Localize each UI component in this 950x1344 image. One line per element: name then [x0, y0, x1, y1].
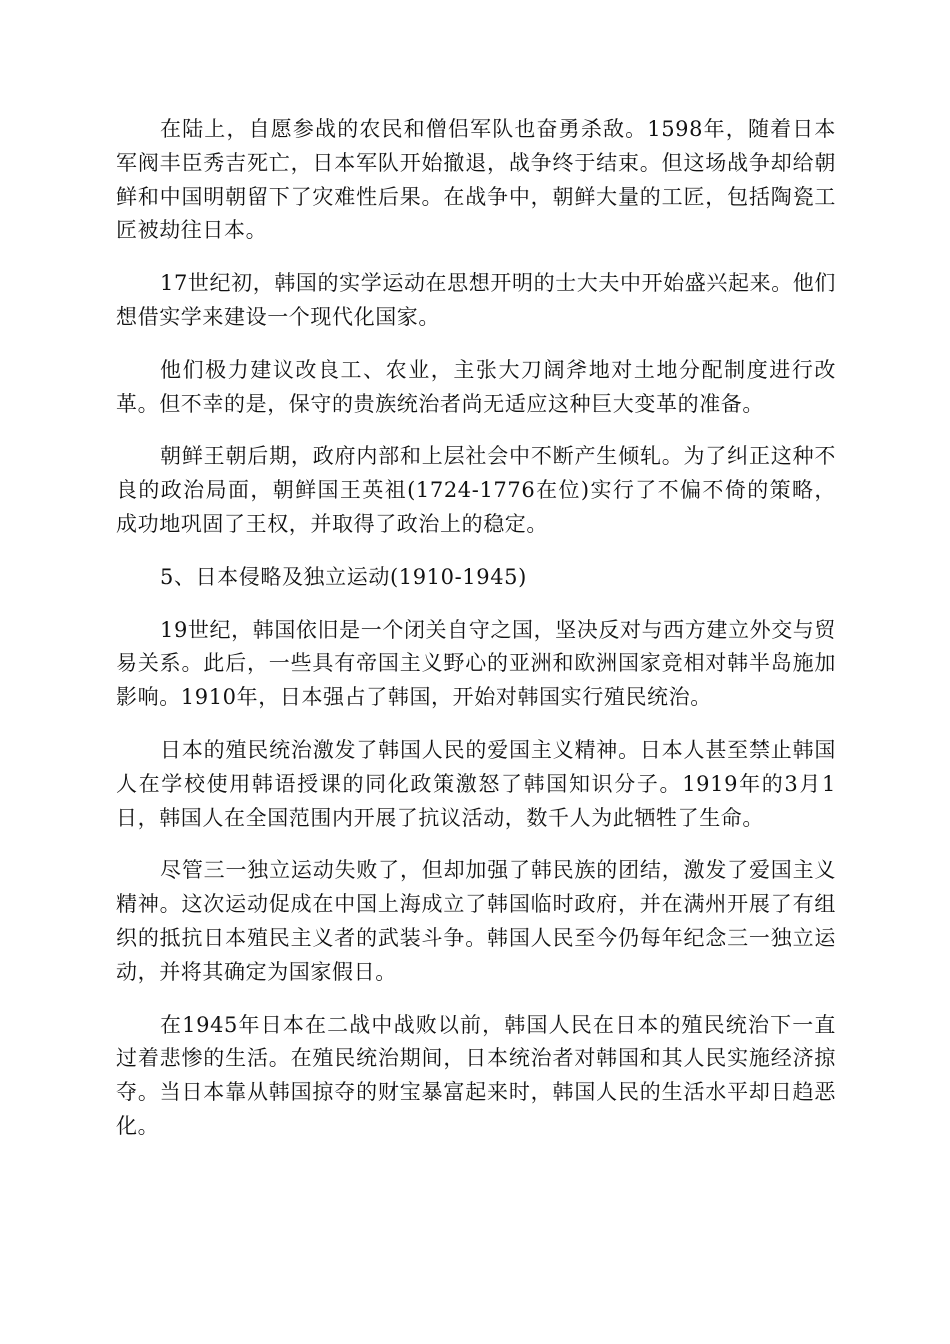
section-heading-japanese-invasion: 5、日本侵略及独立运动(1910-1945) [160, 564, 527, 589]
paragraph-king-yeongjo: 朝鲜王朝后期，政府内部和上层社会中不断产生倾轧。为了纠正这种不良的政治局面，朝鲜国王英祖(1724-1776在位)实行了不偏不倚的策略，成功地巩固了王权，并取得了政治上的稳定。 [116, 444, 836, 536]
document-body [116, 113, 836, 1163]
paragraph-independence-movement: 尽管三一独立运动失败了，但却加强了韩民族的团结，激发了爱国主义精神。这次运动促成在中国上海成立了韩国临时政府，并在满州开展了有组织的抵抗日本殖民主义者的武装斗争。韩国人民至今仍每年纪念三一独立运动，并将其确定为国家假日。 [116, 858, 836, 984]
paragraph-colonial-hardship: 在1945年日本在二战中战败以前，韩国人民在日本的殖民统治下一直过着悲惨的生活。在殖民统治期间，日本统治者对韩国和其人民实施经济掠夺。当日本靠从韩国掠夺的财宝暴富起来时，韩国人民的生活水平却日趋恶化。 [116, 1012, 836, 1138]
paragraph-imjin-war-end: 在陆上，自愿参战的农民和僧侣军队也奋勇杀敌。1598年，随着日本军阀丰臣秀吉死亡，日本军队开始撤退，战争终于结束。但这场战争却给朝鲜和中国明朝留下了灾难性后果。在战争中，朝鲜大量的工匠，包括陶瓷工匠被劫往日本。 [116, 117, 836, 243]
paragraph-19th-century-isolation: 19世纪，韩国依旧是一个闭关自守之国，坚决反对与西方建立外交与贸易关系。此后，一些具有帝国主义野心的亚洲和欧洲国家竞相对韩半岛施加影响。1910年，日本强占了韩国，开始对韩国实行殖民统治。 [116, 617, 836, 710]
paragraph-march-first: 日本的殖民统治激发了韩国人民的爱国主义精神。日本人甚至禁止韩国人在学校使用韩语授课的同化政策激怒了韩国知识分子。1919年的3月1日，韩国人在全国范围内开展了抗议活动，数千人为此牺牲了生命。 [116, 737, 836, 830]
paragraph-silhak-movement: 17世纪初，韩国的实学运动在思想开明的士大夫中开始盛兴起来。他们想借实学来建设一个现代化国家。 [116, 271, 836, 329]
paragraph-reform-proposals: 他们极力建议改良工、农业，主张大刀阔斧地对土地分配制度进行改革。但不幸的是，保守的贵族统治者尚无适应这种巨大变革的准备。 [116, 357, 836, 416]
